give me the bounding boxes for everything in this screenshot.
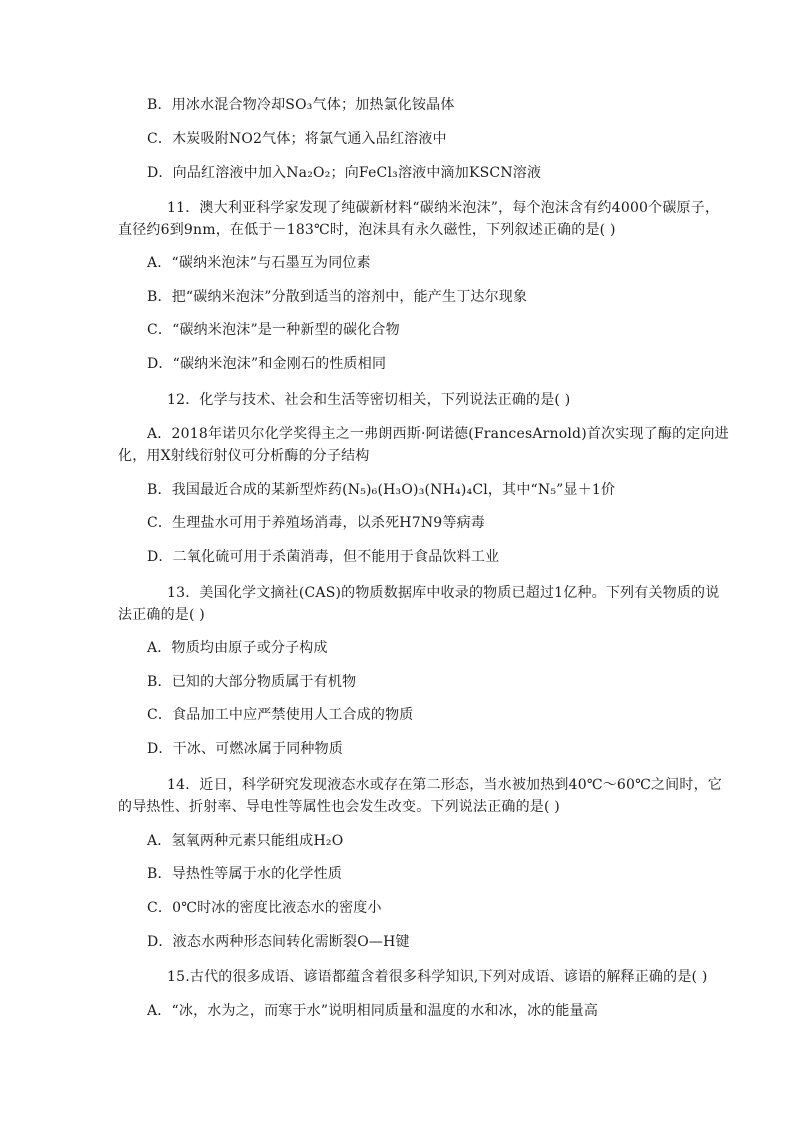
question-15-stem: 15.古代的很多成语、谚语都蕴含着很多科学知识,下列对成语、谚语的解释正确的是( ) <box>167 969 708 985</box>
option-line: C．0℃时冰的密度比液态水的密度小 <box>147 900 382 916</box>
question-11-stem-cont: 直径约6到9nm，在低于－183℃时，泡沫具有永久磁性，下列叙述正确的是( ) <box>118 222 616 238</box>
option-line: A．2018年诺贝尔化学奖得主之一弗朗西斯·阿诺德(FrancesArnold)首次实现了酶的定向进 <box>147 426 729 442</box>
question-14-stem-cont: 的导热性、折射率、导电性等属性也会发生改变。下列说法正确的是( ) <box>118 799 560 815</box>
option-line: C．食品加工中应严禁使用人工合成的物质 <box>147 707 414 723</box>
option-line: B．导热性等属于水的化学性质 <box>147 866 343 882</box>
question-13-stem: 13．美国化学文摘社(CAS)的物质数据库中收录的物质已超过1亿种。下列有关物质的说 <box>167 585 720 601</box>
option-line: D．向品红溶液中加入Na₂O₂；向FeCl₃溶液中滴加KSCN溶液 <box>147 165 542 181</box>
option-line: A．“冰，水为之，而寒于水”说明相同质量和温度的水和冰，冰的能量高 <box>147 1003 599 1019</box>
option-line: C．木炭吸附NO2气体；将氯气通入品红溶液中 <box>147 131 447 147</box>
option-line: D．干冰、可燃冰属于同种物质 <box>147 741 344 757</box>
question-12-stem: 12．化学与技术、社会和生活等密切相关，下列说法正确的是( ) <box>167 392 571 408</box>
option-line: B．我国最近合成的某新型炸药(N₅)₆(H₃O)₃(NH₄)₄Cl，其中“N₅”显＋1价 <box>147 482 616 498</box>
question-11-stem: 11．澳大利亚科学家发现了纯碳新材料“碳纳米泡沫”，每个泡沫含有约4000个碳原子， <box>167 200 720 216</box>
option-line: D．二氧化硫可用于杀菌消毒，但不能用于食品饮料工业 <box>147 549 500 565</box>
option-line: D．液态水两种形态间转化需断裂O—H键 <box>147 934 410 950</box>
option-line: B．把“碳纳米泡沫”分散到适当的溶剂中，能产生丁达尔现象 <box>147 289 528 305</box>
option-line: A．物质均由原子或分子构成 <box>147 640 328 656</box>
option-line-cont: 化，用X射线衍射仪可分析酶的分子结构 <box>118 448 370 464</box>
question-14-stem: 14．近日，科学研究发现液态水或存在第二形态，当水被加热到40℃～60℃之间时，它 <box>167 777 722 793</box>
option-line: D．“碳纳米泡沫”和金刚石的性质相同 <box>147 356 387 372</box>
option-line: B．已知的大部分物质属于有机物 <box>147 674 357 690</box>
question-13-stem-cont: 法正确的是( ) <box>118 607 205 623</box>
option-line: B．用冰水混合物冷却SO₃气体；加热氯化铵晶体 <box>147 97 455 113</box>
option-line: C．“碳纳米泡沫”是一种新型的碳化合物 <box>147 322 400 338</box>
option-line: A．氢氧两种元素只能组成H₂O <box>147 833 344 849</box>
option-line: A．“碳纳米泡沫”与石墨互为同位素 <box>147 255 371 271</box>
option-line: C．生理盐水可用于养殖场消毒，以杀死H7N9等病毒 <box>147 515 485 531</box>
